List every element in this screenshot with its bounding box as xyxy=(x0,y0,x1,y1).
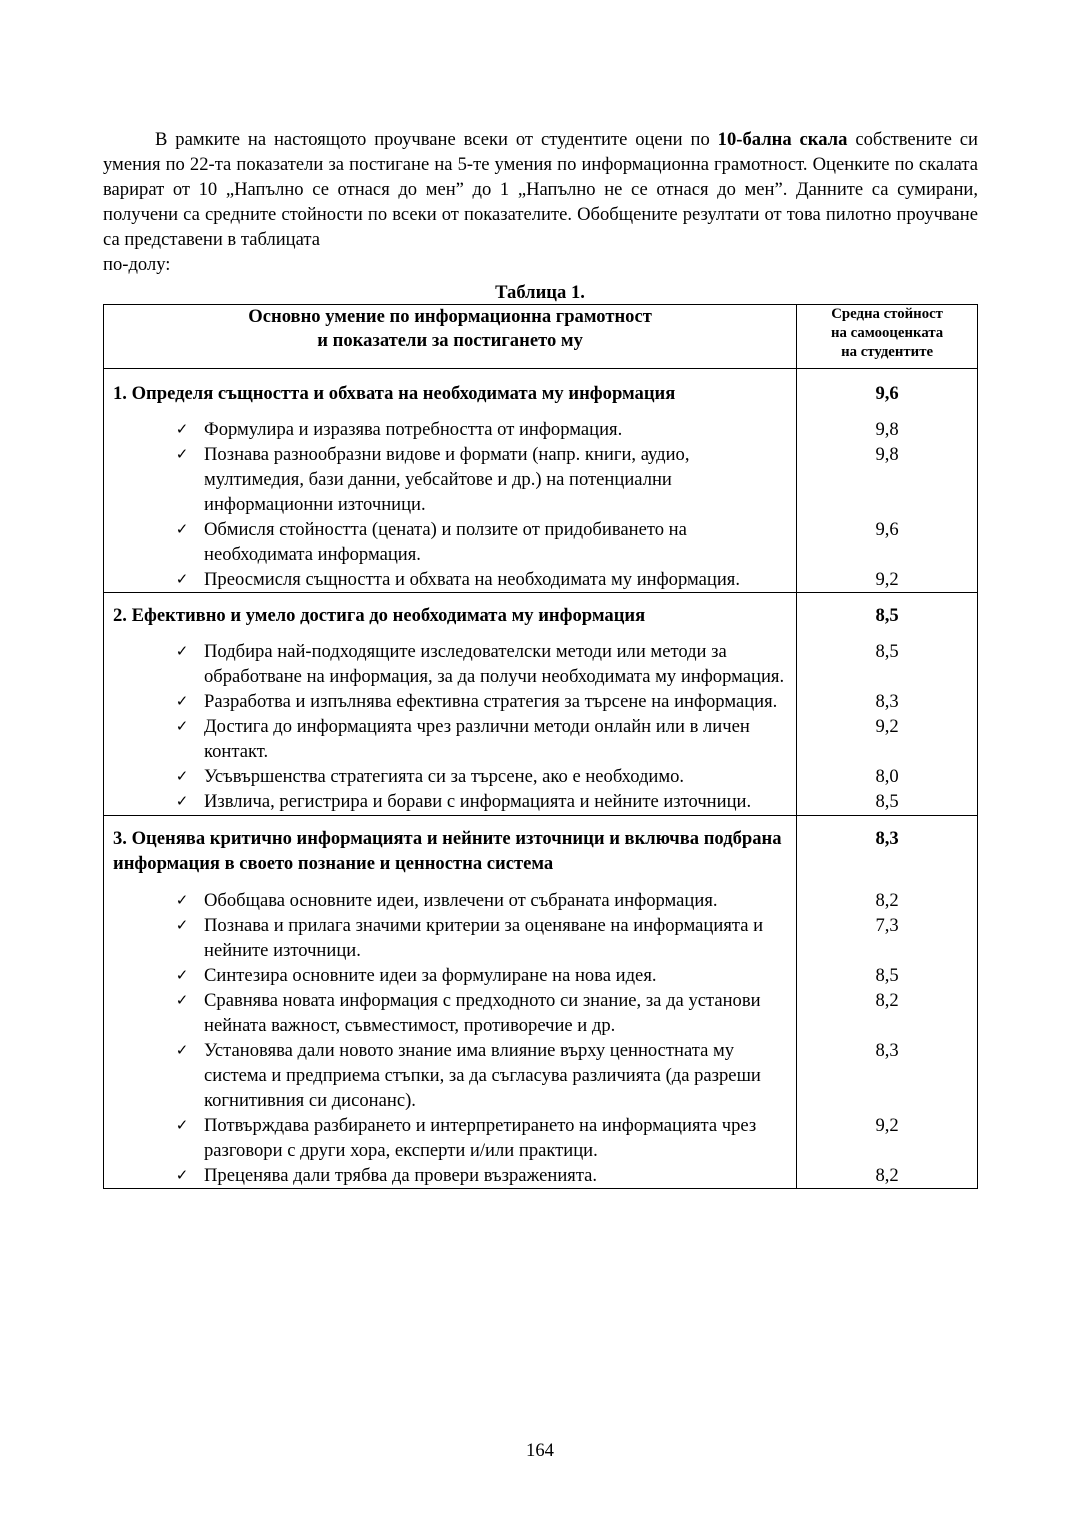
indicator-text: Сравнява новата информация с предходното си знание, за да установи нейната важност, съвместимост, противоречие и др. xyxy=(204,990,761,1036)
checkmark-icon: ✓ xyxy=(175,916,189,934)
checkmark-icon: ✓ xyxy=(175,1166,189,1184)
checkmark-icon: ✓ xyxy=(175,717,189,735)
checkmark-icon: ✓ xyxy=(175,792,189,810)
section-mean-value: 8,5 xyxy=(875,605,899,626)
indicator-item xyxy=(104,567,796,592)
indicator-text: Обмисля стойността (цената) и ползите от придобиването на необходимата информация. xyxy=(204,519,687,565)
section-skill-cell xyxy=(104,369,797,593)
table-header-row xyxy=(104,305,978,369)
indicator-value: 8,2 xyxy=(875,990,899,1011)
indicator-item xyxy=(104,988,796,1038)
indicator-value: 8,2 xyxy=(875,890,899,911)
header-skill-line2: и показатели за постигането му xyxy=(317,330,583,351)
indicator-text: Достига до информацията чрез различни методи онлайн или в личен контакт. xyxy=(204,716,750,762)
indicator-value: 9,6 xyxy=(875,519,899,540)
checkmark-icon: ✓ xyxy=(175,420,189,438)
checkmark-icon: ✓ xyxy=(175,1116,189,1134)
checkmark-icon: ✓ xyxy=(175,767,189,785)
page-number: 164 xyxy=(526,1440,554,1461)
header-mean-line1: Средна стойност xyxy=(831,306,943,322)
intro-text-rest: собствените си умения по 22-та показатели за постигане на 5-те умения по информационна грамотност. Оценките по скалата варират от 10 „Напълно се отнася до мен” до 1 „Напълно не се отнася до мен”. Данните са сумирани, получени са средните стойности по всеки от показателите. Обобщените резултати от това пилотно проучване са представени в таблицата xyxy=(103,129,979,250)
indicator-item xyxy=(104,714,796,764)
section-value-cell xyxy=(797,593,978,816)
section-title: 1. Определя същността и обхвата на необходимата му информация xyxy=(113,383,676,404)
indicator-value: 8,5 xyxy=(875,641,899,662)
indicator-text: Извлича, регистрира и борави с информацията и нейните източници. xyxy=(204,791,752,812)
section-row xyxy=(104,816,978,1189)
indicator-value: 7,3 xyxy=(875,915,899,936)
checkmark-icon: ✓ xyxy=(175,891,189,909)
indicator-text: Усъвършенства стратегията си за търсене, ако е необходимо. xyxy=(204,766,685,787)
indicator-item xyxy=(104,1163,796,1188)
header-mean xyxy=(797,305,978,369)
indicator-value: 8,3 xyxy=(875,691,899,712)
indicator-item xyxy=(104,517,796,567)
indicator-value: 8,2 xyxy=(875,1165,899,1186)
checkmark-icon: ✓ xyxy=(175,966,189,984)
section-skill-cell xyxy=(104,816,797,1189)
indicator-text: Потвърждава разбирането и интерпретирането на информацията чрез разговори с други хора, експерти и/или практици. xyxy=(204,1115,757,1161)
indicator-text: Познава разнообразни видове и формати (напр. книги, аудио, мултимедия, бази данни, уебсайтове и др.) на потенциални информационни източници. xyxy=(204,444,690,515)
indicator-item xyxy=(104,689,796,714)
section-title: 2. Ефективно и умело достига до необходимата му информация xyxy=(113,605,646,626)
section-title: 3. Оценява критично информацията и нейните източници и включва подбрана информация в своето познание и ценностна система xyxy=(113,828,782,874)
checkmark-icon: ✓ xyxy=(175,692,189,710)
indicator-item xyxy=(104,789,796,814)
indicator-item xyxy=(104,1038,796,1113)
section-mean-value: 8,3 xyxy=(875,828,899,849)
indicator-item xyxy=(104,764,796,789)
checkmark-icon: ✓ xyxy=(175,520,189,538)
results-table xyxy=(103,304,978,1189)
checkmark-icon: ✓ xyxy=(175,991,189,1009)
checkmark-icon: ✓ xyxy=(175,445,189,463)
indicator-text: Установява дали новото знание има влияние върху ценностната му система и предприема стъпки, за да съгласува различията (да разреши когнитивния си дисонанс). xyxy=(204,1040,761,1111)
indicator-value: 8,5 xyxy=(875,791,899,812)
indicator-text: Синтезира основните идеи за формулиране на нова идея. xyxy=(204,965,657,986)
header-mean-line2: на самооценката xyxy=(830,325,944,341)
section-mean-value: 9,6 xyxy=(875,383,899,404)
header-skill-line1: Основно умение по информационна грамотност xyxy=(248,306,652,327)
checkmark-icon: ✓ xyxy=(175,570,189,588)
section-row xyxy=(104,369,978,593)
indicator-item xyxy=(104,888,796,913)
indicator-text: Преценява дали трябва да провери възраженията. xyxy=(204,1165,598,1186)
intro-bold-scale: 10-балнa скала xyxy=(717,129,848,150)
table-caption: Таблица 1. xyxy=(495,282,585,303)
indicator-text: Преосмисля същността и обхвата на необходимата му информация. xyxy=(204,569,740,590)
section-row xyxy=(104,593,978,816)
indicator-item xyxy=(104,639,796,689)
indicator-value: 9,2 xyxy=(875,716,899,737)
checkmark-icon: ✓ xyxy=(175,642,189,660)
indicator-text: Обобщава основните идеи, извлечени от събраната информация. xyxy=(204,890,718,911)
intro-paragraph xyxy=(103,127,978,252)
indicator-value: 9,2 xyxy=(875,569,899,590)
header-skill xyxy=(104,305,797,369)
section-value-cell xyxy=(797,369,978,593)
section-value-cell xyxy=(797,816,978,1189)
indicator-item xyxy=(104,913,796,963)
section-skill-cell xyxy=(104,593,797,816)
checkmark-icon: ✓ xyxy=(175,1041,189,1059)
indicator-item xyxy=(104,1113,796,1163)
indicator-value: 8,5 xyxy=(875,965,899,986)
indicator-value: 9,8 xyxy=(875,419,899,440)
indicator-item xyxy=(104,442,796,517)
indicator-item xyxy=(104,417,796,442)
indicator-text: Познава и прилага значими критерии за оценяване на информацията и нейните източници. xyxy=(204,915,764,961)
indicator-text: Разработва и изпълнява ефективна стратегия за търсене на информация. xyxy=(204,691,778,712)
indicator-value: 8,0 xyxy=(875,766,899,787)
indicator-item xyxy=(104,963,796,988)
indicator-value: 8,3 xyxy=(875,1040,899,1061)
indicator-text: Формулира и изразява потребността от информация. xyxy=(204,419,623,440)
intro-last-line: по-долу: xyxy=(103,254,171,275)
indicator-text: Подбира най-подходящите изследователски методи или методи за обработване на информация, за да получи необходимата му информация. xyxy=(204,641,785,687)
intro-text-start: В рамките на настоящото проучване всеки от студентите оцени по xyxy=(155,129,718,150)
header-mean-line3: на студентите xyxy=(841,344,934,360)
indicator-value: 9,8 xyxy=(875,444,899,465)
indicator-value: 9,2 xyxy=(875,1115,899,1136)
